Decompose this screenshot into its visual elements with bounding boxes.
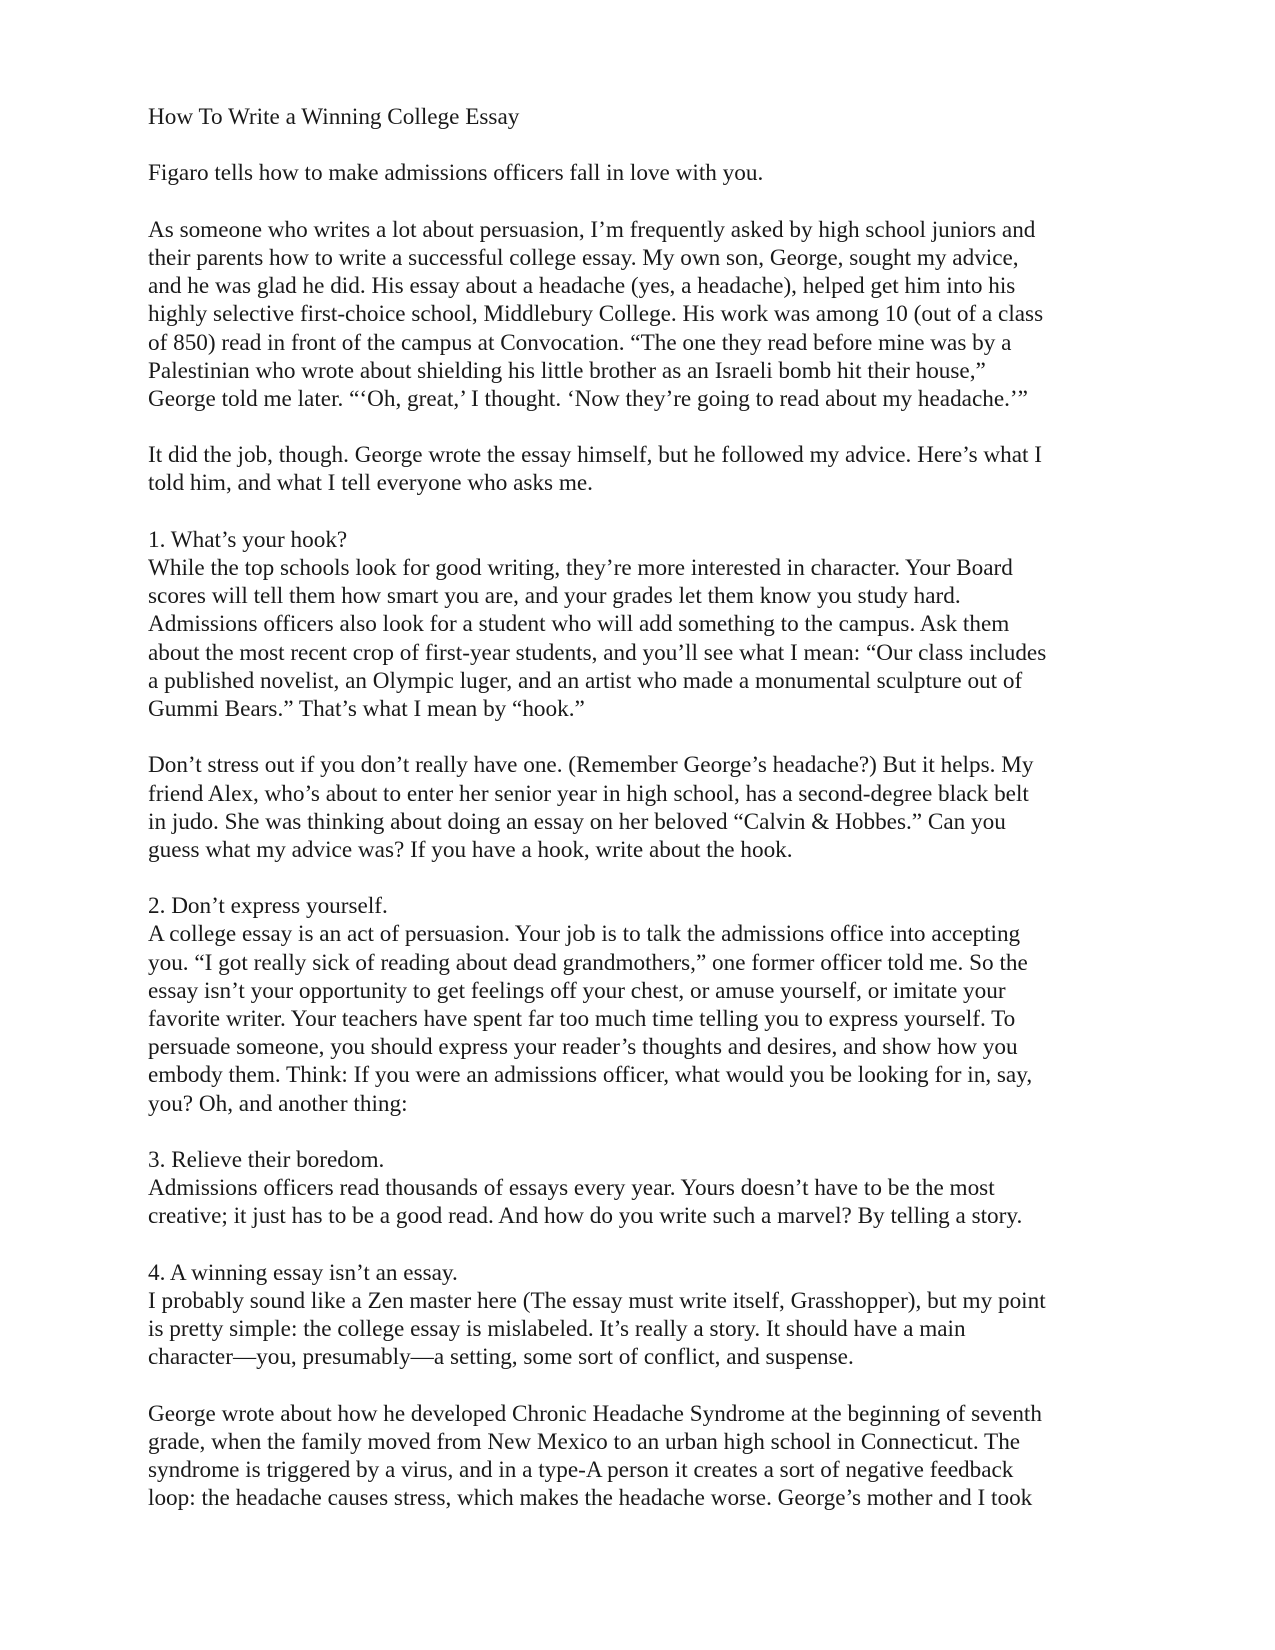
section-2: [148, 892, 1128, 1118]
text-line: character—you, presumably—a setting, some sort of conflict, and suspense.: [148, 1344, 854, 1371]
paragraph-gap: [148, 188, 1128, 216]
text-line: and he was glad he did. His essay about a headache (yes, a headache), helped get him into his: [148, 273, 1016, 300]
text-line: guess what my advice was? If you have a hook, write about the hook.: [148, 836, 793, 863]
text-line: Admissions officers read thousands of essays every year. Yours doesn’t have to be the most: [148, 1175, 995, 1202]
text-line: highly selective first-choice school, Middlebury College. His work was among 10 (out of a class: [148, 301, 1044, 328]
document-body: [148, 103, 1128, 1512]
paragraph-gap: [148, 498, 1128, 526]
text-line: friend Alex, who’s about to enter her senior year in high school, has a second-degree black belt: [148, 780, 1029, 807]
paragraph-gap: [148, 1118, 1128, 1146]
text-line: loop: the headache causes stress, which makes the headache worse. George’s mother and I took: [148, 1485, 1033, 1512]
text-line: is pretty simple: the college essay is mislabeled. It’s really a story. It should have a main: [148, 1316, 966, 1343]
section-heading: 2. Don’t express yourself.: [148, 893, 388, 920]
text-line: As someone who writes a lot about persuasion, I’m frequently asked by high school juniors and: [148, 216, 1036, 243]
text-line: Don’t stress out if you don’t really have one. (Remember George’s headache?) But it helps. My: [148, 752, 1034, 779]
section-heading: 1. What’s your hook?: [148, 526, 348, 553]
paragraph-gap: [148, 1371, 1128, 1399]
text-line: scores will tell them how smart you are, and your grades let them know you study hard.: [148, 583, 961, 610]
section-3: [148, 1146, 1128, 1231]
text-line: creative; it just has to be a good read. And how do you write such a marvel? By telling a story.: [148, 1203, 1023, 1230]
text-line: a published novelist, an Olympic luger, and an artist who made a monumental sculpture out of: [148, 667, 1023, 694]
text-line: told him, and what I tell everyone who asks me.: [148, 470, 593, 497]
text-line: persuade someone, you should express your reader’s thoughts and desires, and show how you: [148, 1034, 1018, 1061]
paragraph-gap: [148, 413, 1128, 441]
text-line: in judo. She was thinking about doing an essay on her beloved “Calvin & Hobbes.” Can you: [148, 808, 1006, 835]
text-line: you? Oh, and another thing:: [148, 1090, 408, 1117]
paragraph-gap: [148, 131, 1128, 159]
paragraph-gap: [148, 723, 1128, 751]
document-subtitle: Figaro tells how to make admissions officers fall in love with you.: [148, 160, 764, 187]
text-line: George told me later. “‘Oh, great,’ I thought. ‘Now they’re going to read about my headache.’”: [148, 385, 1028, 412]
text-line: about the most recent crop of first-year students, and you’ll see what I mean: “Our class includes: [148, 639, 1047, 666]
text-line: Gummi Bears.” That’s what I mean by “hook.”: [148, 695, 585, 722]
text-line: of 850) read in front of the campus at Convocation. “The one they read before mine was by a: [148, 329, 1012, 356]
paragraph-gap: [148, 1231, 1128, 1259]
text-line: their parents how to write a successful college essay. My own son, George, sought my advice,: [148, 244, 1019, 271]
text-line: embody them. Think: If you were an admissions officer, what would you be looking for in, say,: [148, 1062, 1033, 1089]
text-line: Admissions officers also look for a student who will add something to the campus. Ask them: [148, 611, 1010, 638]
text-line: It did the job, though. George wrote the essay himself, but he followed my advice. Here’s what I: [148, 442, 1042, 469]
text-line: George wrote about how he developed Chronic Headache Syndrome at the beginning of seventh: [148, 1400, 1042, 1427]
section-1: [148, 526, 1128, 864]
intro-paragraph: [148, 216, 1128, 413]
text-line: essay isn’t your opportunity to get feelings off your chest, or amuse yourself, or imitate your: [148, 977, 1006, 1004]
text-line: favorite writer. Your teachers have spent far too much time telling you to express yourself. To: [148, 1006, 1016, 1032]
text-line: you. “I got really sick of reading about dead grandmothers,” one former officer told me. So the: [148, 949, 1028, 976]
text-line: syndrome is triggered by a virus, and in a type-A person it creates a sort of negative feedback: [148, 1457, 1014, 1483]
section-heading: 4. A winning essay isn’t an essay.: [148, 1259, 458, 1286]
text-line: grade, when the family moved from New Mexico to an urban high school in Connecticut. The: [148, 1428, 1021, 1455]
section-heading: 3. Relieve their boredom.: [148, 1146, 385, 1173]
text-line: While the top schools look for good writing, they’re more interested in character. Your Board: [148, 555, 1013, 581]
section-4: [148, 1259, 1128, 1513]
text-line: Palestinian who wrote about shielding his little brother as an Israeli bomb hit their house,”: [148, 357, 986, 384]
text-line: I probably sound like a Zen master here (The essay must write itself, Grasshopper), but my point: [148, 1287, 1046, 1314]
text-line: A college essay is an act of persuasion. Your job is to talk the admissions office into accepting: [148, 921, 1021, 948]
intro-paragraph-2: [148, 441, 1128, 497]
document-title: How To Write a Winning College Essay: [148, 104, 520, 130]
paragraph-gap: [148, 864, 1128, 892]
